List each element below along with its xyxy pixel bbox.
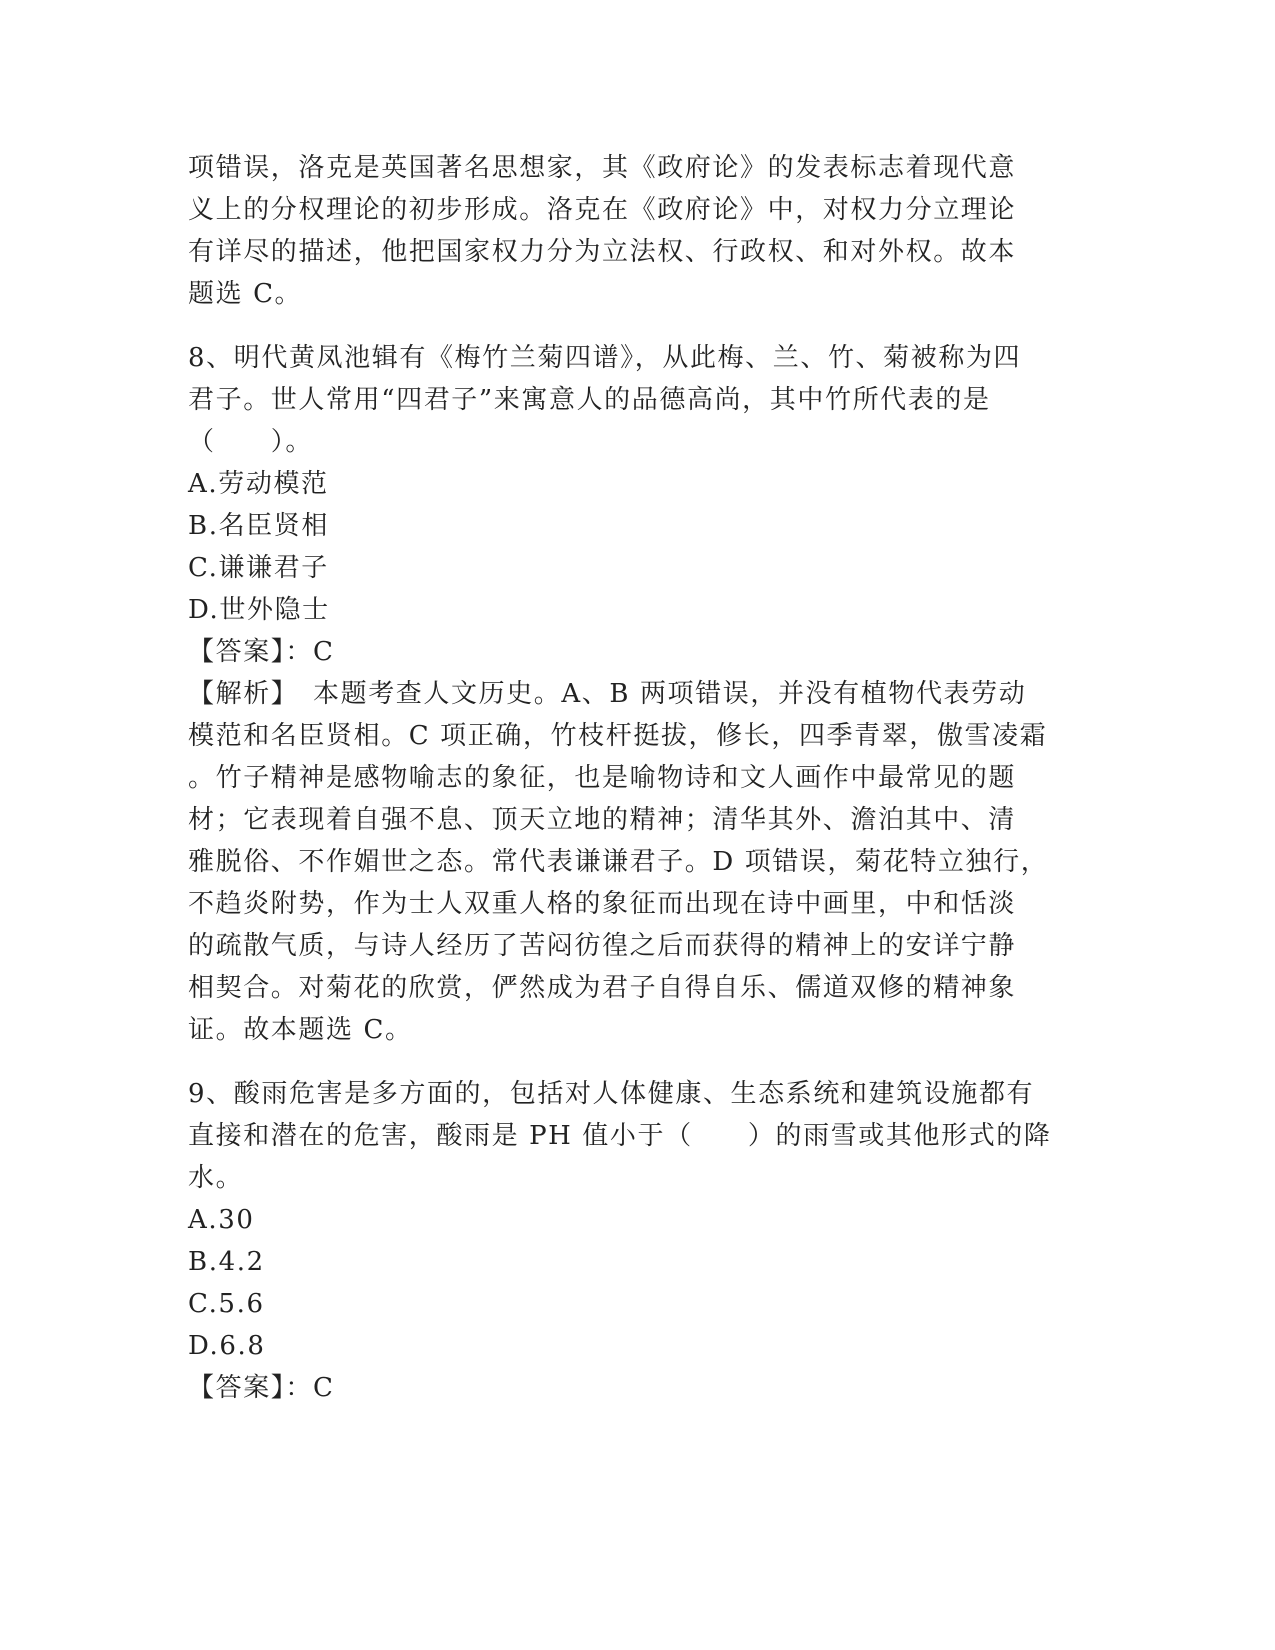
analysis-line: 证。故本题选 C。 bbox=[188, 1015, 413, 1045]
option-a: A.30 bbox=[188, 1205, 255, 1235]
question-stem-line: （ ）。 bbox=[188, 427, 314, 457]
analysis-line: 。竹子精神是感物喻志的象征，也是喻物诗和文人画作中最常见的题 bbox=[188, 763, 1017, 793]
analysis-line: 相契合。对菊花的欣赏，俨然成为君子自得自乐、儒道双修的精神象 bbox=[188, 973, 1017, 1003]
question-stem-line: 君子。世人常用“四君子”来寓意人的品德高尚，其中竹所代表的是 bbox=[188, 385, 991, 415]
question-stem-line: 8、明代黄凤池辑有《梅竹兰菊四谱》，从此梅、兰、竹、菊被称为四 bbox=[188, 343, 1022, 373]
analysis-line: 模范和名臣贤相。C 项正确，竹枝杆挺拔，修长，四季青翠，傲雪凌霜 bbox=[188, 721, 1048, 751]
text-line: 义上的分权理论的初步形成。洛克在《政府论》中，对权力分立理论 bbox=[188, 195, 1017, 225]
option-d: D.世外隐士 bbox=[188, 595, 330, 625]
option-b: B.名臣贤相 bbox=[188, 511, 329, 541]
question-stem-line: 水。 bbox=[188, 1163, 244, 1193]
question-stem-line: 直接和潜在的危害，酸雨是 PH 值小于（ ）的雨雪或其他形式的降 bbox=[188, 1121, 1052, 1151]
analysis-line: 不趋炎附势，作为士人双重人格的象征而出现在诗中画里，中和恬淡 bbox=[188, 889, 1017, 919]
question-stem-line: 9、酸雨危害是多方面的，包括对人体健康、生态系统和建筑设施都有 bbox=[188, 1079, 1035, 1109]
analysis-line: 的疏散气质，与诗人经历了苦闷彷徨之后而获得的精神上的安详宁静 bbox=[188, 931, 1017, 961]
text-line: 有详尽的描述，他把国家权力分为立法权、行政权、和对外权。故本 bbox=[188, 237, 1017, 267]
analysis-line: 雅脱俗、不作媚世之态。常代表谦谦君子。D 项错误，菊花特立独行， bbox=[188, 847, 1049, 877]
answer-line: 【答案】：C bbox=[188, 637, 335, 667]
option-c: C.谦谦君子 bbox=[188, 553, 329, 583]
option-c: C.5.6 bbox=[188, 1289, 265, 1319]
analysis-line: 【解析】 本题考查人文历史。A、B 两项错误，并没有植物代表劳动 bbox=[188, 679, 1027, 709]
analysis-line: 材；它表现着自强不息、顶天立地的精神；清华其外、澹泊其中、清 bbox=[188, 805, 1017, 835]
option-a: A.劳动模范 bbox=[188, 469, 329, 499]
option-b: B.4.2 bbox=[188, 1247, 265, 1277]
text-line: 项错误，洛克是英国著名思想家，其《政府论》的发表标志着现代意 bbox=[188, 153, 1017, 183]
option-d: D.6.8 bbox=[188, 1331, 266, 1361]
answer-line: 【答案】：C bbox=[188, 1373, 335, 1403]
text-line: 题选 C。 bbox=[188, 279, 303, 309]
